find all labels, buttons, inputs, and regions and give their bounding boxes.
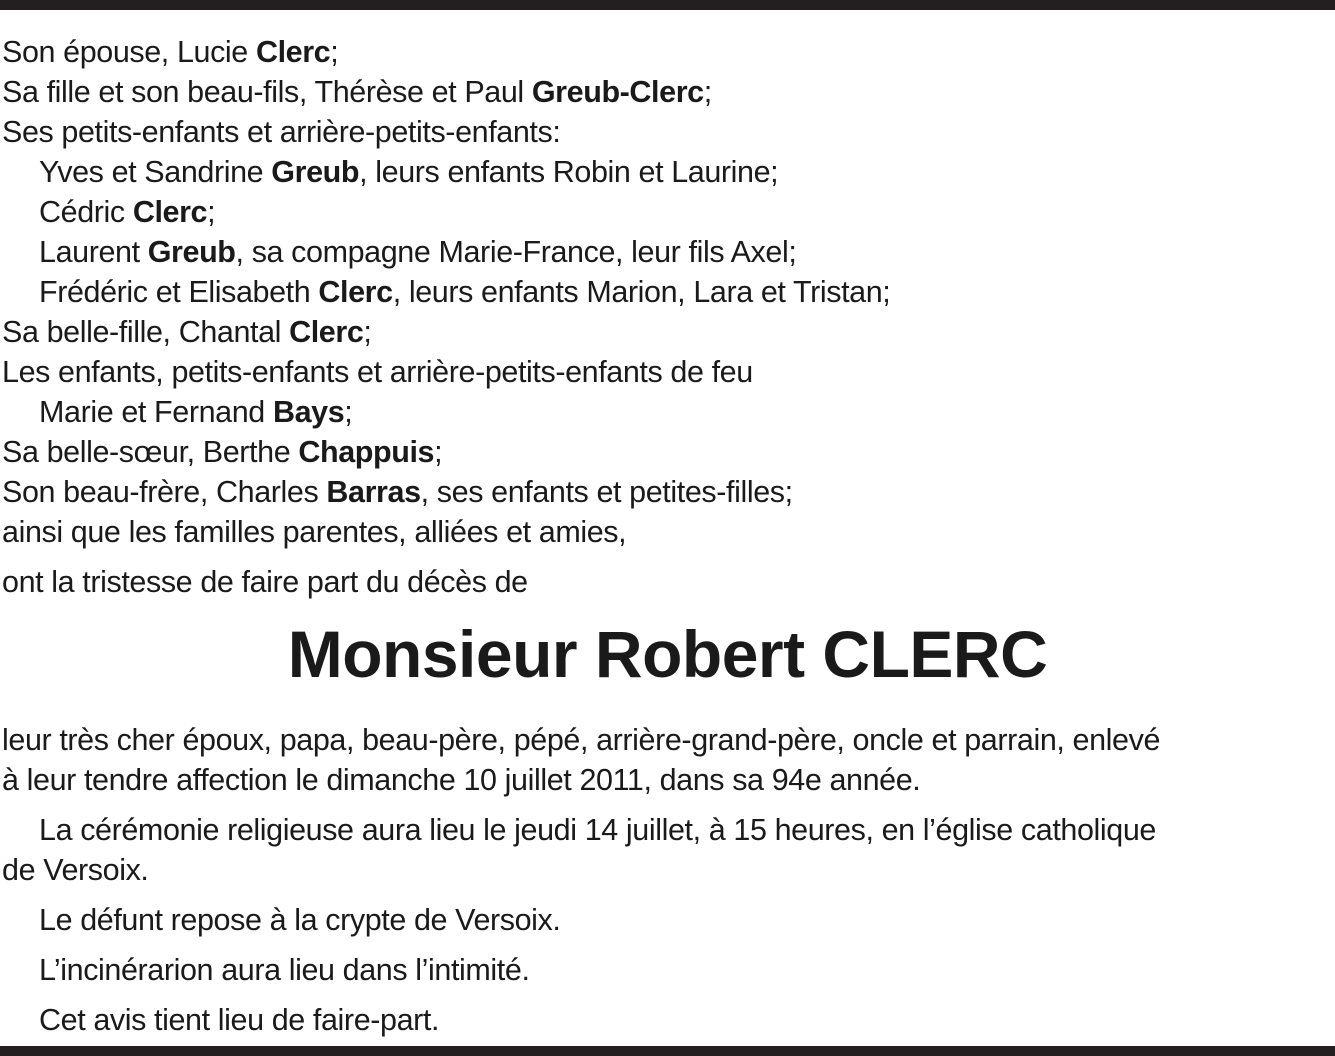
death-notice	[2, 32, 1333, 1040]
family-line-grandchild: Frédéric et Elisabeth Clerc, leurs enfants Marion, Lara et Tristan;	[39, 275, 891, 309]
top-border-rule	[0, 0, 1335, 10]
family-line-late-relatives: Les enfants, petits-enfants et arrière-petits-enfants de feu	[2, 355, 753, 389]
surname: Greub	[271, 155, 360, 189]
surname: Clerc	[132, 195, 208, 229]
family-line-late-relatives-names: Marie et Fernand Bays;	[39, 395, 353, 429]
surname: Clerc	[255, 35, 331, 69]
deceased-description: leur très cher époux, papa, beau-père, pépé, arrière-grand-père, oncle et parrain, enlevé à leur tendre affection le dimanche 10 juillet 2011, dans sa 94e année.	[2, 723, 1161, 797]
family-line-grandchild: Cédric Clerc;	[39, 195, 216, 229]
family-line-relatives-friends: ainsi que les familles parentes, alliées et amies,	[2, 515, 627, 549]
surname: Bays	[272, 395, 345, 429]
surname: Barras	[326, 475, 421, 509]
repose-info: Le défunt repose à la crypte de Versoix.	[39, 903, 561, 937]
family-line-grandchild: Yves et Sandrine Greub, leurs enfants Robin et Laurine;	[39, 155, 779, 189]
family-line-daughter-in-law: Sa belle-fille, Chantal Clerc;	[2, 315, 372, 349]
ceremony-info: La cérémonie religieuse aura lieu le jeudi 14 juillet, à 15 heures, en l’église catholique de Versoix.	[2, 813, 1156, 887]
surname: Clerc	[289, 315, 364, 349]
deceased-name: Monsieur Robert CLERC	[287, 617, 1048, 691]
bottom-border-rule	[0, 1046, 1335, 1056]
incineration-info: L’incinérarion aura lieu dans l’intimité.	[39, 953, 530, 987]
surname: Greub	[147, 235, 236, 269]
family-line-spouse: Son épouse, Lucie Clerc;	[2, 35, 339, 69]
announcement-text: ont la tristesse de faire part du décès de	[2, 565, 528, 599]
family-line-brother-in-law: Son beau-frère, Charles Barras, ses enfants et petites-filles;	[2, 475, 793, 509]
family-line-grandchild: Laurent Greub, sa compagne Marie-France, leur fils Axel;	[39, 235, 797, 269]
family-line-daughter: Sa fille et son beau-fils, Thérèse et Paul Greub-Clerc;	[2, 75, 712, 109]
family-line-grandchildren-heading: Ses petits-enfants et arrière-petits-enfants:	[2, 115, 561, 149]
surname: Greub-Clerc	[531, 75, 704, 109]
surname: Chappuis	[298, 435, 435, 469]
surname: Clerc	[318, 275, 393, 309]
closing-note: Cet avis tient lieu de faire-part.	[39, 1003, 440, 1037]
family-line-sister-in-law: Sa belle-sœur, Berthe Chappuis;	[2, 435, 443, 469]
